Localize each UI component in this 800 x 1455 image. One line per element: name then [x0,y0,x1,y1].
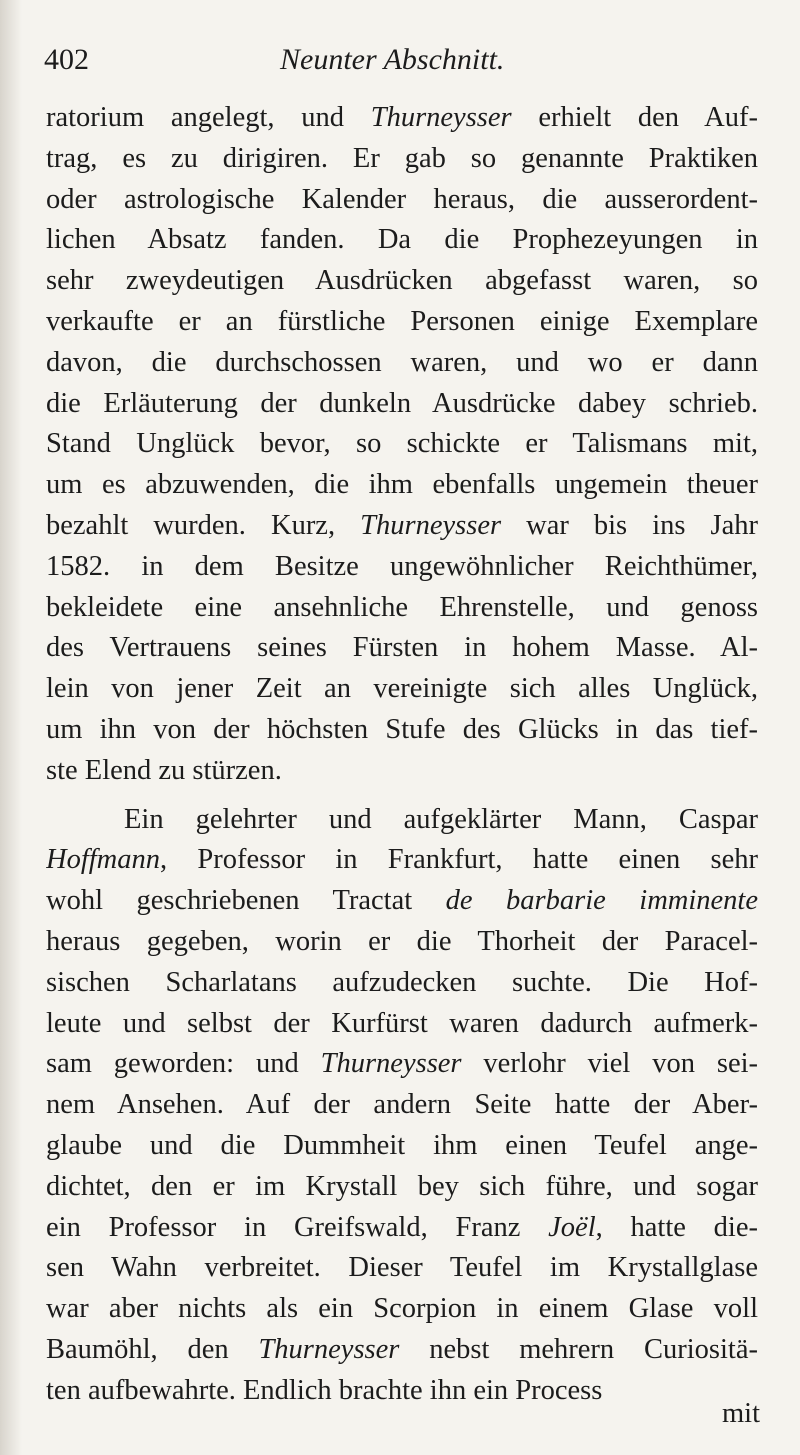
line-text: leute und selbst der Kurfürst waren dadurch aufmerk- [46,1007,758,1039]
text-line [46,1004,758,1045]
line-text: sen Wahn verbreitet. Dieser Teufel im Krystallglase [46,1252,758,1284]
line-text: sam geworden: und [46,1048,321,1080]
text-line [46,1330,758,1371]
text-line [46,302,758,343]
running-head [40,40,760,80]
text-line [46,669,758,710]
line-text: ste Elend zu stürzen. [46,754,282,786]
text-line [46,1289,758,1330]
text-line [46,465,758,506]
text-line [46,1044,758,1085]
line-text: heraus gegeben, worin er die Thorheit der Paracel- [46,925,758,957]
line-text: davon, die durchschossen waren, und wo er dann [46,346,758,378]
line-text: Baumöhl, den [46,1333,259,1365]
line-text: ten aufbewahrte. Endlich brachte ihn ein Process [46,1374,603,1406]
text-line [46,922,758,963]
text-line [46,588,758,629]
running-title: Neunter Abschnitt. [280,43,505,76]
line-text: 1582. in dem Besitze ungewöhnlicher Reichthümer, [46,550,758,582]
line-text: die Erläuterung der dunkeln Ausdrücke dabey schrieb. [46,387,758,419]
italic-text: de barbarie imminente [445,885,758,917]
binding-shadow [0,0,22,1455]
text-line [46,547,758,588]
line-text: sehr zweydeutigen Ausdrücken abgefasst waren, so [46,265,758,297]
line-text: war bis ins Jahr [501,509,758,541]
line-text: , hatte die- [595,1211,758,1243]
body-text [46,98,758,1412]
text-line [46,751,758,792]
text-line [46,800,758,841]
paragraph-gap [46,792,758,800]
text-line [46,628,758,669]
text-line [46,139,758,180]
line-text: des Vertrauens seines Fürsten in hohem Masse. Al- [46,632,758,664]
text-line [46,261,758,302]
italic-text: Thurneysser [258,1333,400,1365]
italic-text: Hoffmann [46,844,160,876]
line-text: Stand Unglück bevor, so schickte er Talismans mit, [46,428,758,460]
text-line [46,1371,758,1412]
text-line [46,384,758,425]
line-text: um ihn von der höchsten Stufe des Glücks in das tief- [46,713,758,745]
text-line [46,1208,758,1249]
text-line [46,1126,758,1167]
italic-text: Thurneysser [360,509,502,541]
line-text: glaube und die Dummheit ihm einen Teufel ange- [46,1129,758,1161]
line-text: verkaufte er an fürstliche Personen einige Exemplare [46,305,758,337]
line-text: ein Professor in Greifswald, Franz [46,1211,549,1243]
italic-text: Thurneysser [320,1048,462,1080]
text-line [46,180,758,221]
text-line [46,220,758,261]
italic-text: Thurneysser [370,102,512,133]
line-text: lein von jener Zeit an vereinigte sich alles Unglück, [46,673,758,705]
line-text: ratorium angelegt, und [46,102,371,133]
text-line [46,343,758,384]
line-text: oder astrologische Kalender heraus, die ausserordent- [46,183,758,215]
text-line [46,506,758,547]
line-text: erhielt den Auf- [511,102,758,133]
text-line [46,881,758,922]
line-text: dichtet, den er im Krystall bey sich führe, und sogar [46,1170,758,1202]
paragraph-2 [46,800,758,1412]
paragraph-1 [46,98,758,792]
line-text: , Professor in Frankfurt, hatte einen sehr [160,844,758,876]
line-text: nem Ansehen. Auf der andern Seite hatte der Aber- [46,1089,758,1121]
page-number: 402 [44,43,89,76]
line-text: bekleidete eine ansehnliche Ehrenstelle, und genoss [46,591,758,623]
line-text: trag, es zu dirigiren. Er gab so genannte Praktiken [46,142,758,174]
text-line [46,1248,758,1289]
italic-text: Joël [548,1211,596,1243]
text-line [46,98,758,139]
text-line [46,1085,758,1126]
line-text: sischen Scharlatans aufzudecken suchte. Die Hof- [46,966,758,998]
line-text: verlohr viel von sei- [461,1048,758,1080]
line-text: war aber nichts als ein Scorpion in einem Glase voll [46,1293,758,1325]
text-line [46,840,758,881]
line-text: um es abzuwenden, die ihm ebenfalls ungemein theuer [46,469,758,501]
line-text: Ein gelehrter und aufgeklärter Mann, Caspar [124,803,758,835]
line-text: lichen Absatz fanden. Da die Prophezeyungen in [46,224,758,256]
text-line [46,424,758,465]
text-line [46,710,758,751]
line-text: nebst mehrern Curiositä- [399,1333,758,1365]
catchword: mit [721,1398,760,1429]
line-text: wohl geschriebenen Tractat [46,885,446,917]
text-line [46,963,758,1004]
text-line [46,1167,758,1208]
line-text: bezahlt wurden. Kurz, [46,509,361,541]
